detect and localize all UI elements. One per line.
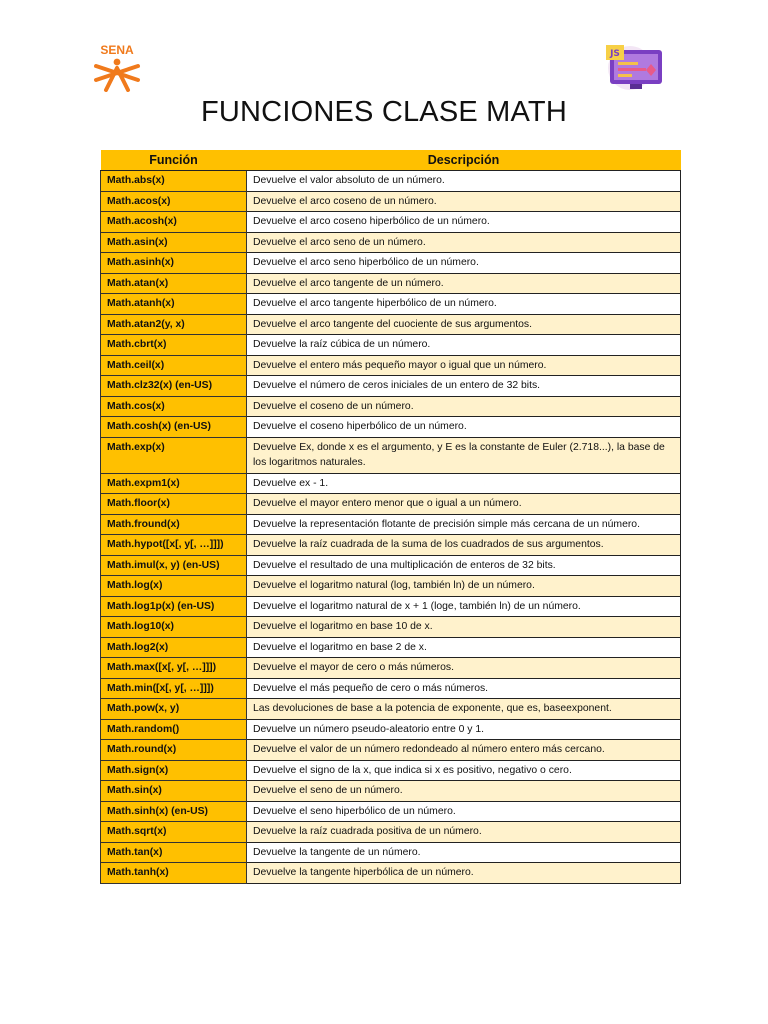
function-name-cell: Math.atan(x): [101, 273, 247, 294]
function-description-cell: Devuelve el más pequeño de cero o más números.: [247, 678, 681, 699]
function-name-cell: Math.fround(x): [101, 514, 247, 535]
function-name-cell: Math.cos(x): [101, 396, 247, 417]
sena-logo-text: SENA: [100, 43, 134, 57]
function-description-cell: Devuelve el arco tangente hiperbólico de un número.: [247, 294, 681, 315]
function-name-cell: Math.round(x): [101, 740, 247, 761]
table-row: [101, 842, 681, 863]
table-row: [101, 576, 681, 597]
function-description-cell: Devuelve el logaritmo en base 10 de x.: [247, 617, 681, 638]
function-name-cell: Math.sinh(x) (en-US): [101, 801, 247, 822]
table-row: [101, 514, 681, 535]
function-description-cell: Devuelve el arco coseno de un número.: [247, 191, 681, 212]
function-description-cell: Devuelve el mayor de cero o más números.: [247, 658, 681, 679]
function-name-cell: Math.acosh(x): [101, 212, 247, 233]
function-description-cell: Devuelve el seno hiperbólico de un número.: [247, 801, 681, 822]
table-row: [101, 473, 681, 494]
function-name-cell: Math.abs(x): [101, 171, 247, 192]
table-row: [101, 658, 681, 679]
table-row: [101, 617, 681, 638]
table-row: [101, 417, 681, 438]
function-description-cell: Devuelve la raíz cúbica de un número.: [247, 335, 681, 356]
table-row: [101, 335, 681, 356]
function-name-cell: Math.floor(x): [101, 494, 247, 515]
table-row: [101, 273, 681, 294]
function-description-cell: Devuelve el arco tangente de un número.: [247, 273, 681, 294]
function-name-cell: Math.log2(x): [101, 637, 247, 658]
function-name-cell: Math.tan(x): [101, 842, 247, 863]
table-row: [101, 678, 681, 699]
function-description-cell: Devuelve la raíz cuadrada de la suma de los cuadrados de sus argumentos.: [247, 535, 681, 556]
function-description-cell: Devuelve un número pseudo-aleatorio entre 0 y 1.: [247, 719, 681, 740]
function-name-cell: Math.ceil(x): [101, 355, 247, 376]
function-name-cell: Math.min([x[, y[, …]]]): [101, 678, 247, 699]
table-row: [101, 294, 681, 315]
function-name-cell: Math.atanh(x): [101, 294, 247, 315]
table-row: [101, 376, 681, 397]
table-row: [101, 719, 681, 740]
table-row: [101, 760, 681, 781]
function-description-cell: Devuelve el valor absoluto de un número.: [247, 171, 681, 192]
table-row: [101, 396, 681, 417]
function-description-cell: Devuelve el arco coseno hiperbólico de un número.: [247, 212, 681, 233]
function-name-cell: Math.tanh(x): [101, 863, 247, 884]
function-description-cell: Devuelve el coseno de un número.: [247, 396, 681, 417]
function-name-cell: Math.imul(x, y) (en-US): [101, 555, 247, 576]
function-name-cell: Math.asin(x): [101, 232, 247, 253]
function-description-cell: Devuelve la representación flotante de precisión simple más cercana de un número.: [247, 514, 681, 535]
function-name-cell: Math.asinh(x): [101, 253, 247, 274]
function-description-cell: Devuelve el signo de la x, que indica si x es positivo, negativo o cero.: [247, 760, 681, 781]
function-description-cell: Devuelve el arco seno hiperbólico de un número.: [247, 253, 681, 274]
table-row: [101, 822, 681, 843]
function-description-cell: Devuelve el arco tangente del cuociente de sus argumentos.: [247, 314, 681, 335]
table-row: [101, 437, 681, 473]
page-title: FUNCIONES CLASE MATH: [200, 96, 567, 128]
function-description-cell: Devuelve el logaritmo natural (log, también ln) de un número.: [247, 576, 681, 597]
table-header-row: [101, 150, 681, 171]
column-header-descripcion: Descripción: [247, 150, 681, 171]
function-name-cell: Math.exp(x): [101, 437, 247, 473]
function-description-cell: Devuelve el seno de un número.: [247, 781, 681, 802]
table-row: [101, 801, 681, 822]
function-name-cell: Math.expm1(x): [101, 473, 247, 494]
function-name-cell: Math.atan2(y, x): [101, 314, 247, 335]
table-row: [101, 232, 681, 253]
function-description-cell: Devuelve el número de ceros iniciales de un entero de 32 bits.: [247, 376, 681, 397]
table-row: [101, 699, 681, 720]
function-description-cell: Devuelve el resultado de una multiplicación de enteros de 32 bits.: [247, 555, 681, 576]
table-row: [101, 740, 681, 761]
function-name-cell: Math.clz32(x) (en-US): [101, 376, 247, 397]
function-name-cell: Math.acos(x): [101, 191, 247, 212]
table-row: [101, 212, 681, 233]
javascript-monitor-icon: [600, 42, 670, 92]
function-name-cell: Math.sin(x): [101, 781, 247, 802]
function-name-cell: Math.hypot([x[, y[, …]]]): [101, 535, 247, 556]
function-name-cell: Math.cosh(x) (en-US): [101, 417, 247, 438]
table-row: [101, 191, 681, 212]
function-name-cell: Math.log1p(x) (en-US): [101, 596, 247, 617]
function-name-cell: Math.log(x): [101, 576, 247, 597]
function-description-cell: Devuelve el arco seno de un número.: [247, 232, 681, 253]
table-row: [101, 253, 681, 274]
function-description-cell: Devuelve la tangente hiperbólica de un número.: [247, 863, 681, 884]
table-row: [101, 863, 681, 884]
function-description-cell: Devuelve el coseno hiperbólico de un número.: [247, 417, 681, 438]
function-name-cell: Math.log10(x): [101, 617, 247, 638]
table-row: [101, 494, 681, 515]
function-description-cell: Devuelve el logaritmo en base 2 de x.: [247, 637, 681, 658]
function-description-cell: Devuelve la tangente de un número.: [247, 842, 681, 863]
function-description-cell: Devuelve el mayor entero menor que o igual a un número.: [247, 494, 681, 515]
function-name-cell: Math.pow(x, y): [101, 699, 247, 720]
function-name-cell: Math.random(): [101, 719, 247, 740]
table-row: [101, 637, 681, 658]
table-row: [101, 596, 681, 617]
js-logo-text: JS: [610, 49, 620, 59]
function-description-cell: Devuelve la raíz cuadrada positiva de un número.: [247, 822, 681, 843]
function-description-cell: Las devoluciones de base a la potencia de exponente, que es, baseexponent.: [247, 699, 681, 720]
function-description-cell: Devuelve el logaritmo natural de x + 1 (loge, también ln) de un número.: [247, 596, 681, 617]
function-name-cell: Math.cbrt(x): [101, 335, 247, 356]
sena-logo: [88, 42, 146, 92]
table-row: [101, 314, 681, 335]
function-description-cell: Devuelve ex - 1.: [247, 473, 681, 494]
math-functions-table: [100, 150, 681, 884]
function-description-cell: Devuelve el entero más pequeño mayor o igual que un número.: [247, 355, 681, 376]
function-name-cell: Math.max([x[, y[, …]]]): [101, 658, 247, 679]
function-name-cell: Math.sqrt(x): [101, 822, 247, 843]
table-row: [101, 171, 681, 192]
table-row: [101, 555, 681, 576]
table-row: [101, 781, 681, 802]
table-row: [101, 355, 681, 376]
function-description-cell: Devuelve Ex, donde x es el argumento, y E es la constante de Euler (2.718...), la base de los logaritmos naturales.: [247, 437, 681, 473]
table-row: [101, 535, 681, 556]
column-header-funcion: Función: [101, 150, 247, 171]
function-description-cell: Devuelve el valor de un número redondeado al número entero más cercano.: [247, 740, 681, 761]
function-name-cell: Math.sign(x): [101, 760, 247, 781]
